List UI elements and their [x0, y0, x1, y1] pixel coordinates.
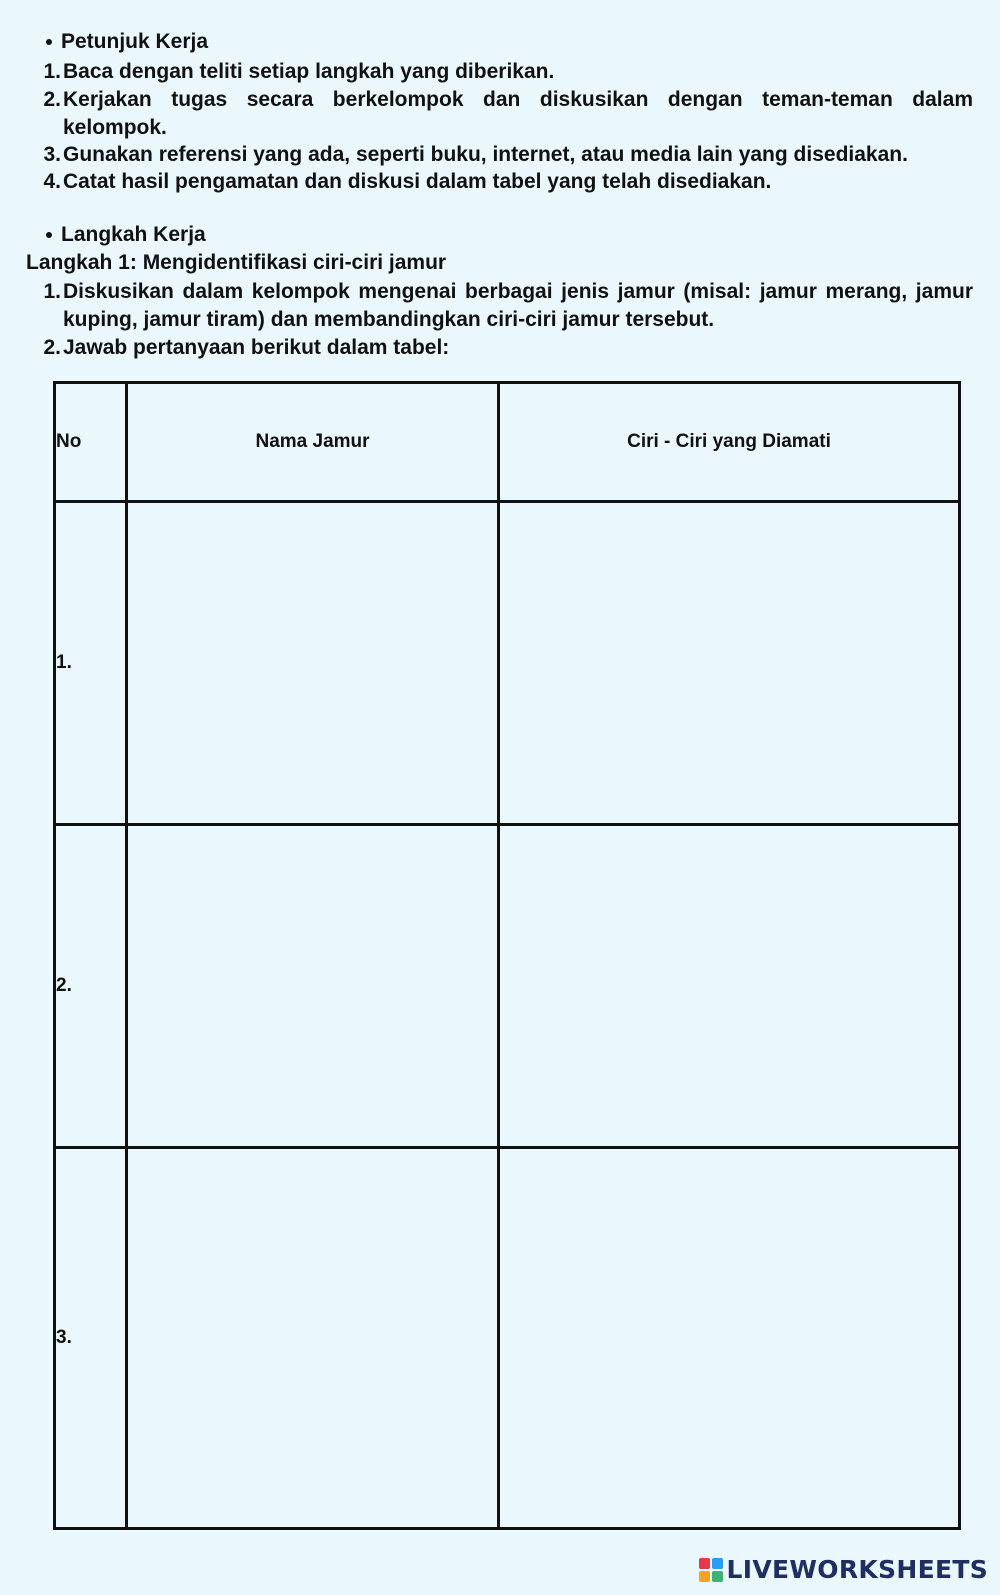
row-number: 1.: [55, 502, 127, 825]
item-number: 1.: [43, 60, 61, 83]
item-number: 4.: [43, 170, 61, 193]
langkah-heading-text: Langkah Kerja: [61, 223, 206, 246]
row-number: 3.: [55, 1148, 127, 1529]
item-number: 3.: [43, 143, 61, 166]
table-row: [55, 825, 960, 1148]
ciri-cell[interactable]: [499, 1148, 960, 1529]
item-number: 2.: [43, 88, 61, 111]
bullet-icon: [46, 39, 52, 45]
langkah-item-1: [36, 278, 973, 333]
table-header-row: [55, 383, 960, 502]
nama-jamur-cell[interactable]: [127, 1148, 499, 1529]
logo-text: LIVEWORKSHEETS: [726, 1555, 988, 1584]
liveworksheets-logo-icon: [699, 1558, 723, 1582]
langkah-item-2: [36, 334, 973, 362]
nama-jamur-cell[interactable]: [127, 502, 499, 825]
header-no: No: [55, 383, 127, 502]
nama-jamur-cell[interactable]: [127, 825, 499, 1148]
petunjuk-heading: [46, 30, 208, 54]
observation-table: [53, 381, 961, 1530]
ciri-cell[interactable]: [499, 502, 960, 825]
header-ciri: Ciri - Ciri yang Diamati: [499, 383, 960, 502]
logo-square: [712, 1571, 723, 1582]
item-text: Diskusikan dalam kelompok mengenai berbagai jenis jamur (misal: jamur merang, jamur kuping, jamur tiram) dan membandingkan ciri-ciri jamur tersebut.: [63, 280, 973, 331]
ciri-cell[interactable]: [499, 825, 960, 1148]
petunjuk-heading-text: Petunjuk Kerja: [61, 30, 209, 53]
logo-square: [712, 1558, 723, 1569]
table-row: [55, 502, 960, 825]
item-number: 2.: [43, 336, 61, 359]
petunjuk-item-1: [36, 58, 973, 86]
petunjuk-item-3: [36, 141, 973, 169]
table-row: [55, 1148, 960, 1529]
item-text: Catat hasil pengamatan dan diskusi dalam tabel yang telah disediakan.: [63, 170, 772, 193]
logo-square: [699, 1558, 710, 1569]
bullet-icon: [46, 232, 52, 238]
item-text: Jawab pertanyaan berikut dalam tabel:: [63, 336, 450, 359]
langkah-heading: [46, 223, 206, 247]
item-text: Kerjakan tugas secara berkelompok dan diskusikan dengan teman-teman dalam kelompok.: [63, 88, 973, 139]
petunjuk-item-4: [36, 168, 973, 196]
logo-square: [699, 1571, 710, 1582]
item-text: Gunakan referensi yang ada, seperti buku, internet, atau media lain yang disediakan.: [63, 143, 908, 166]
step-title: Langkah 1: Mengidentifikasi ciri-ciri jamur: [26, 251, 447, 274]
header-nama-jamur: Nama Jamur: [127, 383, 499, 502]
petunjuk-item-2: [36, 86, 973, 141]
item-text: Baca dengan teliti setiap langkah yang diberikan.: [63, 60, 555, 83]
row-number: 2.: [55, 825, 127, 1148]
liveworksheets-logo: [699, 1555, 988, 1584]
item-number: 1.: [43, 280, 61, 303]
